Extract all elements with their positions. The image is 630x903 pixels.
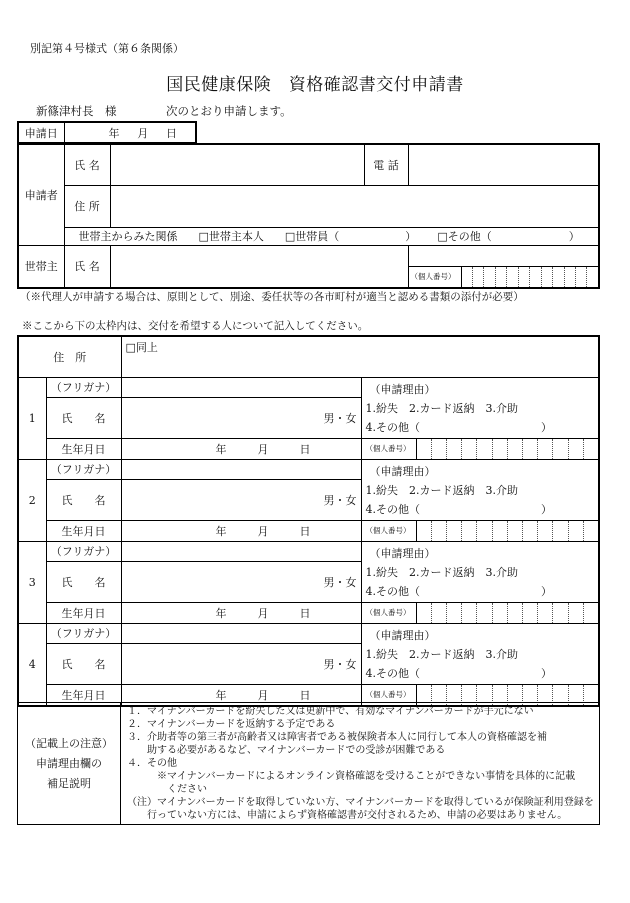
gender-selector[interactable]: 男・女 — [323, 411, 357, 425]
proxy-note: （※代理人が申請する場合は、原則として、別途、委任状等の各市町村が適当と認める書類の添付が必要） — [20, 291, 524, 303]
birth-day-label: 日 — [299, 688, 311, 702]
recipient-name-label: 氏 名 — [46, 397, 121, 438]
recipient-mynumber-label: （個人番号） — [365, 443, 411, 453]
gender-selector[interactable]: 男・女 — [323, 657, 357, 671]
birth-year-label: 年 — [215, 442, 227, 456]
applicant-table — [17, 143, 600, 289]
reason-field[interactable] — [361, 377, 599, 438]
reason-options[interactable]: 1.紛失 2.カード返納 3.介助 — [365, 483, 518, 497]
birth-year-label: 年 — [215, 688, 227, 702]
furigana-field[interactable] — [121, 623, 361, 643]
note-item-3b: 助する必要があるなど、マイナンバーカードでの受診が困難である — [127, 745, 446, 756]
applicant-name-label: 氏 名 — [64, 144, 110, 185]
recipient-mynumber-field[interactable] — [361, 520, 599, 541]
householder-mynumber-label: （個人番号） — [410, 271, 456, 281]
reason-field[interactable] — [361, 541, 599, 602]
recipient-address-field[interactable] — [121, 336, 599, 377]
note-item-3a: ３．介助者等の第三者が高齢者又は障害者である被保険者本人に同行して本人の資格確認を補 — [127, 732, 547, 743]
applicant-phone-field[interactable] — [408, 144, 599, 185]
relation-label: 世帯主からみた関係 — [78, 230, 178, 243]
applicant-phone-label: 電 話 — [364, 144, 408, 185]
birth-day-label: 日 — [299, 524, 311, 538]
note-footnote-a: （注）マイナンバーカードを取得していない方、マイナンバーカードを取得しているが保険証利用登録を — [127, 797, 594, 808]
householder-mynumber-field[interactable] — [408, 245, 599, 288]
date-day-label: 日 — [166, 126, 177, 140]
relation-other-checkbox[interactable]: □その他（ ） — [437, 230, 580, 243]
application-date-label: 申請日 — [18, 122, 64, 143]
furigana-label: （フリガナ） — [46, 459, 121, 479]
applicant-address-label: 住 所 — [64, 185, 110, 227]
reason-field[interactable] — [361, 623, 599, 684]
birth-month-label: 月 — [257, 442, 269, 456]
note-item-4: ４．その他 — [127, 758, 177, 769]
reason-other[interactable]: 4.その他（ ） — [365, 502, 552, 516]
reason-label: （申請理由） — [369, 382, 436, 396]
furigana-label: （フリガナ） — [46, 377, 121, 397]
birth-date-field[interactable] — [121, 520, 361, 541]
birth-date-label: 生年月日 — [46, 602, 121, 623]
recipient-mynumber-label: （個人番号） — [365, 689, 411, 699]
reason-other[interactable]: 4.その他（ ） — [365, 666, 552, 680]
person-number: 2 — [18, 459, 46, 541]
recipient-mynumber-field[interactable] — [361, 438, 599, 459]
person-number: 4 — [18, 623, 46, 706]
note-item-4-detail-b: ください — [127, 784, 207, 795]
date-month-label: 月 — [137, 126, 149, 140]
notes-table — [17, 702, 600, 825]
recipient-table — [17, 335, 600, 707]
recipient-name-field[interactable] — [121, 397, 361, 438]
furigana-field[interactable] — [121, 541, 361, 561]
reason-options[interactable]: 1.紛失 2.カード返納 3.介助 — [365, 401, 518, 415]
intro-text: 次のとおり申請します。 — [166, 104, 292, 118]
recipient-mynumber-field[interactable] — [361, 602, 599, 623]
birth-date-label: 生年月日 — [46, 520, 121, 541]
recipient-mynumber-label: （個人番号） — [365, 607, 411, 617]
householder-name-field[interactable] — [110, 245, 408, 288]
recipient-name-field[interactable] — [121, 479, 361, 520]
recipient-name-label: 氏 名 — [46, 479, 121, 520]
gender-selector[interactable]: 男・女 — [323, 493, 357, 507]
reason-label: （申請理由） — [369, 628, 436, 642]
date-year-label: 年 — [108, 126, 120, 140]
birth-date-label: 生年月日 — [46, 438, 121, 459]
applicant-address-field[interactable] — [110, 185, 599, 227]
relation-row — [64, 227, 599, 245]
birth-date-label: 生年月日 — [46, 684, 121, 706]
recipient-mynumber-label: （個人番号） — [365, 525, 411, 535]
page-title: 国民健康保険 資格確認書交付申請書 — [166, 75, 464, 95]
person-number: 3 — [18, 541, 46, 623]
gender-selector[interactable]: 男・女 — [323, 575, 357, 589]
birth-year-label: 年 — [215, 606, 227, 620]
recipient-name-field[interactable] — [121, 561, 361, 602]
same-address-checkbox[interactable]: □同上 — [125, 341, 158, 354]
furigana-label: （フリガナ） — [46, 541, 121, 561]
birth-month-label: 月 — [257, 688, 269, 702]
note-item-4-detail-a: ※マイナンバーカードによるオンライン資格確認を受けることができない事情を具体的に記載 — [127, 771, 576, 782]
reason-options[interactable]: 1.紛失 2.カード返納 3.介助 — [365, 565, 518, 579]
application-date-field[interactable] — [64, 122, 196, 143]
reason-other[interactable]: 4.その他（ ） — [365, 420, 552, 434]
lower-section-note: ※ここから下の太枠内は、交付を希望する人について記入してください。 — [22, 320, 369, 332]
birth-day-label: 日 — [299, 442, 311, 456]
recipient-name-field[interactable] — [121, 643, 361, 684]
householder-section-label: 世帯主 — [18, 245, 64, 288]
notes-body — [121, 703, 600, 825]
reason-label: （申請理由） — [369, 464, 436, 478]
notes-header-line2: 申請理由欄の — [36, 756, 102, 770]
note-item-2: ２．マイナンバーカードを返納する予定である — [127, 719, 336, 730]
relation-self-checkbox[interactable]: □世帯主本人 — [198, 230, 264, 243]
birth-month-label: 月 — [257, 524, 269, 538]
recipient-name-label: 氏 名 — [46, 643, 121, 684]
birth-date-field[interactable] — [121, 602, 361, 623]
person-number: 1 — [18, 377, 46, 459]
notes-header-line3: 補足説明 — [47, 776, 91, 790]
recipient-name-label: 氏 名 — [46, 561, 121, 602]
recipient-address-label: 住 所 — [18, 336, 121, 377]
birth-day-label: 日 — [299, 606, 311, 620]
relation-member-checkbox[interactable]: □世帯員（ ） — [284, 230, 417, 243]
note-item-1: １．マイナンバーカードを紛失した又は更新中で、有効なマイナンバーカードが手元にない — [127, 706, 534, 717]
applicant-section-label: 申請者 — [18, 144, 64, 245]
birth-month-label: 月 — [257, 606, 269, 620]
birth-date-field[interactable] — [121, 438, 361, 459]
householder-name-label: 氏 名 — [64, 245, 110, 288]
reason-options[interactable]: 1.紛失 2.カード返納 3.介助 — [365, 647, 518, 661]
reason-label: （申請理由） — [369, 546, 436, 560]
notes-header-line1: （記載上の注意） — [25, 736, 113, 750]
application-date-table — [17, 121, 197, 144]
applicant-name-field[interactable] — [110, 144, 364, 185]
form-label: 別記第４号様式（第６条関係） — [30, 42, 184, 55]
note-footnote-b: 行っていない方には、申請によらず資格確認書が交付されるため、申請の必要はありません。 — [127, 810, 568, 821]
addressee: 新篠津村長 様 — [36, 104, 117, 118]
furigana-label: （フリガナ） — [46, 623, 121, 643]
reason-other[interactable]: 4.その他（ ） — [365, 584, 552, 598]
birth-year-label: 年 — [215, 524, 227, 538]
furigana-field[interactable] — [121, 377, 361, 397]
furigana-field[interactable] — [121, 459, 361, 479]
notes-header — [18, 703, 121, 825]
reason-field[interactable] — [361, 459, 599, 520]
